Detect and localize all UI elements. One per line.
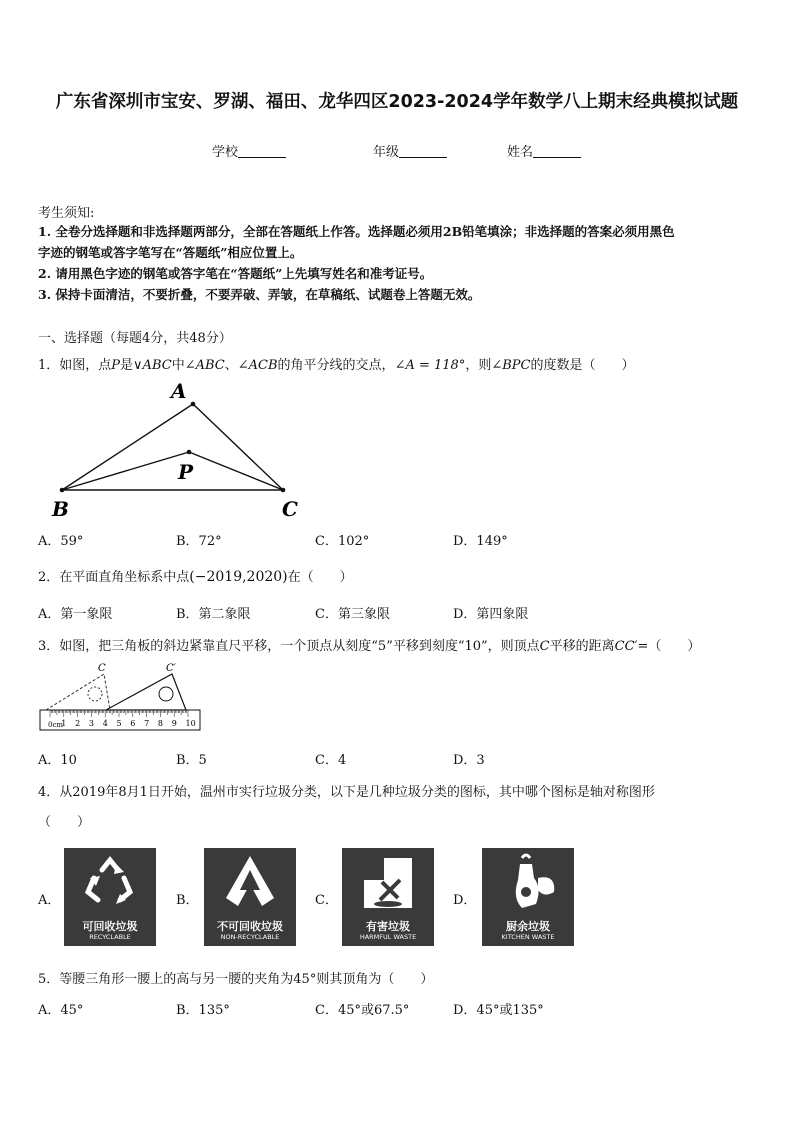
triangle-original [46, 674, 110, 710]
grade-label: 年级 [373, 145, 400, 160]
ruler-tick-label: 10 [185, 719, 196, 728]
question-5: 5．等腰三角形一腰上的高与另一腰的夹角为45°则其顶角为（ ） [38, 972, 434, 987]
point-p [187, 450, 192, 455]
school-blank [238, 144, 286, 158]
bin-en-label: KITCHEN WASTE [501, 933, 555, 941]
label-c-prime: C′ [166, 663, 176, 674]
q4-option-a[interactable]: A． [38, 893, 61, 908]
ruler-tick-label: 1 [61, 719, 67, 728]
bin-en-label: NON-RECYCLABLE [220, 933, 280, 941]
vertex-a [191, 402, 196, 407]
ruler-tick-label: 2 [75, 719, 81, 728]
notice-item-2: 2. 请用黑色字迹的钢笔或答字笔在“答题纸”上先填写姓名和准考证号。 [38, 266, 433, 281]
name-blank [533, 144, 581, 158]
question-4: 4．从2019年8月1日开始，温州市实行垃圾分类，以下是几种垃圾分类的图标，其中哪个图标是轴对称图形 [38, 785, 655, 800]
ruler-tick-label: 9 [171, 719, 177, 728]
page-title: 广东省深圳市宝安、罗湖、福田、龙华四区2023-2024学年数学八上期末经典模拟试题 [55, 92, 739, 112]
bin-recyclable[interactable] [64, 848, 156, 946]
label-c: C [98, 663, 106, 674]
label-a: A [171, 379, 187, 403]
grade-blank [399, 144, 447, 158]
triangle-figure [40, 378, 320, 523]
question-3: 3．如图，把三角板的斜边紧靠直尺平移，一个顶点从刻度“5”平移到刻度“10”，则顶点C平移的距离CC′=（ ） [38, 639, 701, 654]
bin-cn-label: 厨余垃圾 [506, 920, 550, 933]
q2-option-a[interactable]: A．第一象限 [38, 607, 113, 622]
label-b: B [52, 497, 69, 521]
q1-option-d[interactable]: D．149° [453, 534, 508, 549]
notice-item-1-cont: 字迹的钢笔或答字笔写在“答题纸”相应位置上。 [38, 245, 303, 260]
bin-cn-label: 不可回收垃圾 [217, 920, 283, 933]
ruler-figure [38, 660, 204, 732]
bin-kitchen[interactable] [482, 848, 574, 946]
bin-cn-label: 有害垃圾 [366, 920, 410, 933]
ruler-tick-label: 6 [130, 719, 136, 728]
q1-option-a[interactable]: A．59° [38, 534, 84, 549]
bin-cn-label: 可回收垃圾 [82, 920, 138, 933]
notice-item-1: 1. 全卷分选择题和非选择题两部分，全部在答题纸上作答。选择题必须用2B铅笔填涂；非选择题的答案必须用黑色 [38, 224, 675, 239]
q1-option-c[interactable]: C．102° [315, 534, 370, 549]
q5-option-a[interactable]: A．45° [38, 1003, 84, 1018]
ruler-tick-label: 4 [102, 719, 108, 728]
edge-bp [62, 452, 189, 490]
q4-option-d[interactable]: D． [453, 893, 477, 908]
label-p: P [178, 460, 194, 484]
q5-option-d[interactable]: D．45°或135° [453, 1003, 544, 1018]
q2-option-b[interactable]: B．第二象限 [176, 607, 251, 622]
q2-option-c[interactable]: C．第三象限 [315, 607, 390, 622]
edge-ac [193, 404, 283, 490]
edge-ba [62, 404, 193, 490]
non-recycle-icon [204, 848, 296, 918]
q2-option-d[interactable]: D．第四象限 [453, 607, 529, 622]
q1-option-b[interactable]: B．72° [176, 534, 222, 549]
harmful-icon [342, 848, 434, 918]
q4-option-c[interactable]: C． [315, 893, 338, 908]
school-field [212, 141, 286, 160]
grade-field [373, 141, 447, 160]
q3-option-d[interactable]: D．3 [453, 753, 485, 768]
q5-option-c[interactable]: C．45°或67.5° [315, 1003, 410, 1018]
q4-option-b[interactable]: B． [176, 893, 199, 908]
bin-harmful[interactable] [342, 848, 434, 946]
ruler-tick-label: 8 [157, 719, 163, 728]
vertex-b [60, 488, 65, 493]
triangle-moved [106, 674, 186, 710]
question-2: 2．在平面直角坐标系中点(−2019,2020)在（ ） [38, 569, 353, 585]
triangle-moved-hole [159, 687, 173, 701]
bin-en-label: RECYCLABLE [89, 933, 131, 941]
school-label: 学校 [212, 145, 239, 160]
question-1: 1．如图，点P是∨ABC中∠ABC、∠ACB的角平分线的交点，∠A = 118°，则∠BPC的度数是（ ） [38, 358, 635, 373]
ruler-tick-label: 5 [116, 719, 122, 728]
name-field [507, 141, 581, 160]
vertex-c [281, 488, 286, 493]
triangle-original-hole [88, 687, 102, 701]
section-heading: 一、选择题（每题4分，共48分） [38, 331, 232, 346]
bin-non-recyclable[interactable] [204, 848, 296, 946]
ruler-tick-label: 7 [144, 719, 150, 728]
edge-pc [189, 452, 283, 490]
kitchen-icon [482, 848, 574, 918]
q3-option-c[interactable]: C．4 [315, 753, 347, 768]
question-4-paren: （ ） [38, 815, 91, 830]
label-c: C [282, 497, 298, 521]
notice-heading: 考生须知: [38, 206, 95, 221]
ruler-tick-label: 3 [88, 719, 94, 728]
recycle-icon [64, 848, 156, 918]
bin-en-label: HARMFUL WASTE [359, 933, 417, 941]
q3-option-b[interactable]: B．5 [176, 753, 207, 768]
q5-option-b[interactable]: B．135° [176, 1003, 230, 1018]
name-label: 姓名 [507, 145, 534, 160]
ruler-unit: 0cm [48, 721, 64, 729]
notice-item-3: 3. 保持卡面清洁，不要折叠，不要弄破、弄皱，在草稿纸、试题卷上答题无效。 [38, 287, 481, 302]
q3-option-a[interactable]: A．10 [38, 753, 77, 768]
